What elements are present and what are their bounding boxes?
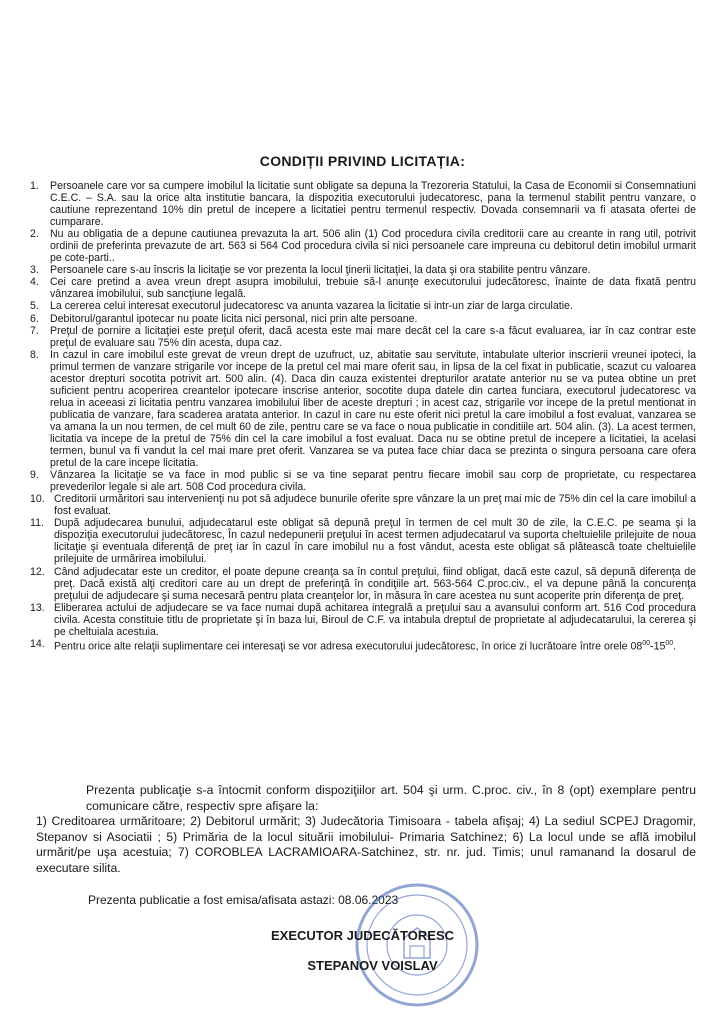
condition-text: După adjudecarea bunului, adjudecatarul este obligat să depună preţul în termen de cel mult 30 de zile, la C.E.C. pe seama şi la dispoziţia executorului judecătoresc, În cazul nedepunerii preţului în acest termen adjudecatarul va suporta cheltuielile prilejuite de noua licitaţie şi eventuala diferenţă de preţ iar în cazul în care imobilul nu a fost vândut, acesta este obligat să plătească toate cheltuielile prilejuite de urmărirea imobilului. (54, 517, 696, 566)
executor-name: STEPANOV VOISLAV (307, 958, 438, 973)
condition-text: Persoanele care vor sa cumpere imobilul la licitatie sunt obligate sa depuna la Trezoreria Statului, la Casa de Economii si Consemnatiuni C.E.C. – S.A. sau la orice alta institutie bancara, la dispozitia executorului judecatoresc, pana la termenul stabilit pentru vanzare, o cautiune reprezentand 10% din pretul de incepere a licitatiei pentru termenul respectiv. Dovada consemnarii va fi atasata ofertei de cumparare. (50, 180, 696, 229)
condition-number: 10. (30, 493, 45, 506)
condition-item (30, 180, 696, 229)
condition-item (30, 300, 696, 313)
condition-end: . (673, 640, 677, 653)
document-title: CONDIȚII PRIVIND LICITAȚIA: (259, 153, 466, 169)
condition-item (30, 264, 696, 277)
publication-intro: Prezenta publicaţie s-a întocmit conform dispoziţiilor art. 504 şi urm. C.proc. civ., în 8 (opt) exemplare pentru comunicare către, respectiv spre afişare la: (86, 783, 696, 813)
condition-number: 14. (30, 637, 45, 650)
condition-text: Creditorii urmăritori sau intervenienţi nu pot să adjudece bunurile oferite spre vânzare la un preţ mai mic de 75% din cel la care imobilul a fost evaluat. (54, 493, 696, 518)
time-separator: -15 (650, 640, 666, 653)
condition-item (30, 601, 696, 638)
condition-number: 4. (30, 276, 39, 289)
condition-item (30, 276, 696, 301)
condition-number: 6. (30, 312, 39, 325)
condition-item (30, 228, 696, 265)
condition-text: In cazul in care imobilul este grevat de vreun drept de uzufruct, uz, abitatie sau servitute, intabulate ulterior inscrierii vreunei ipoteci, la primul termen de vanzare strigarile vor incepe de la pretul cel mai mare oferit sau, in lipsa de la cel fixat in publicatie, scazut cu valoarea acestor drepturi socotita potrivit art. 500 alin. (4). Daca din cauza existentei drepturilor aratate anterior nu se va putea obtine un pret suficient pentru acoperirea creantelor ipotecare inscrise anterior, socotite dupa datele din cartea funciara, executorul judecatoresc va relua in aceeasi zi licitatia pentru vanzarea imobilului liber de aceste drepturi ; in acest caz, strigarile vor incepe de la pretul mentionat in publicatia de vanzare, fara scaderea aratata anterior. In cazul in care nu este oferit nici pretul la care imobilul a fost evaluat, vanzarea se va amana la un nou termen, de cel mult 60 de zile, pentru care se va face o noua publicatie in conditiile art. 504 alin. (3). La acest termen, licitatia va incepe de la pretul de 75% din cel la care imobilul a fost evaluat. Daca nu se obtine pretul de incepere a licitatiei, la acelasi termen, bunul va fi vandut la cel mai mare pret oferit. Vanzarea se va putea face chiar daca se prezinta o singura persoana care ofera pretul de la care incepe licitatia. (50, 348, 696, 470)
condition-text: Nu au obligatia de a depune cautiunea prevazuta la art. 506 alin (1) Cod procedura civila creditorii care au creante in rang util, potrivit ordinii de preferinta prevazute de art. 563 si 564 Cod procedura civila si nici persoanele care impreuna cu debitorul detin imobilul urmarit pe cote-parti.. (50, 228, 696, 265)
condition-text: Când adjudecatar este un creditor, el poate depune creanţa sa în contul preţului, fiind obligat, dacă este cazul, să depună diferenţa de preţ. Dacă există alţi creditori care au un drept de preferinţă în condiţiile art. 563-564 C.proc.civ., el va depune până la concurenţa preţului de adjudecare şi suma necesară pentru plata creanţelor lor, în măsura în care acestea nu sunt acoperite prin diferenţa de preţ. (54, 565, 696, 602)
condition-number: 3. (30, 264, 39, 277)
condition-text: Pentru orice alte relaţii suplimentare cei interesaţi se vor adresa executorului judecătoresc, în orice zi lucrătoare între orele 08 (54, 640, 643, 653)
executor-title: EXECUTOR JUDECĂTORESC (271, 928, 454, 943)
condition-number: 7. (30, 324, 39, 337)
publication-section (36, 783, 696, 877)
condition-number: 8. (30, 348, 39, 361)
condition-text: Vânzarea la licitaţie se va face in mod public si se va tine separat pentru fiecare imobil sau corp de proprietate, cu respectarea prevederilor legale si ale art. 508 Cod procedura civila. (50, 469, 696, 494)
condition-number: 1. (30, 180, 39, 192)
condition-number: 5. (30, 300, 39, 313)
condition-text: Debitorul/garantul ipotecar nu poate licita nici personal, nici prin alte persoane. (50, 312, 418, 325)
condition-item (30, 469, 696, 494)
condition-text: Preţul de pornire a licitaţiei este preţul oferit, dacă acesta este mai mare decât cel la care s-a făcut evaluarea, iar în caz contrar este preţul de evaluare sau 75% din acesta, dupa caz. (50, 324, 696, 349)
condition-number: 12. (30, 565, 45, 578)
official-stamp-icon (352, 880, 482, 1010)
condition-text: Eliberarea actului de adjudecare se va face numai după achitarea integrală a preţului sau a avansului conform art. 516 Cod procedura civila. Acesta constituie titlu de proprietate şi în baza lui, Biroul de C.F. va intabula dreptul de proprietate al adjudecatarului, la cererea şi pe cheltuiala acestuia. (54, 601, 696, 638)
condition-number: 2. (30, 228, 39, 241)
condition-item (30, 637, 696, 653)
condition-item (30, 312, 696, 325)
condition-number: 13. (30, 601, 45, 614)
condition-number: 9. (30, 469, 39, 482)
conditions-list (30, 180, 696, 653)
condition-text: La cererea celui interesat executorul judecatoresc va anunta vazarea la licitatie si intr-un ziar de larga circulatie. (50, 300, 573, 313)
condition-item (30, 493, 696, 518)
condition-text: Persoanele care s-au înscris la licitaţie se vor prezenta la locul ţinerii licitaţiei, la data şi ora stabilite pentru vânzare. (50, 264, 591, 277)
condition-item (30, 565, 696, 602)
condition-item (30, 324, 696, 349)
publication-recipients: 1) Creditoarea urmăritoare; 2) Debitorul urmărit; 3) Judecătoria Timisoara - tabela afişaj; 4) La sediul SCPEJ Dragomir, Stepanov si Asociatii ; 5) Primăria de la locul situării imobilului- Primaria Satchinez; 6) La locul unde se află imobilul urmărit/pe uşa acestuia; 7) COROBLEA LACRAMIOARA-Satchinez, str. nr. jud. Timis; unul ramanand la dosarul de executare silita. (36, 814, 696, 875)
condition-number: 11. (30, 517, 44, 530)
time-superscript: 00 (642, 639, 651, 647)
time-superscript: 00 (665, 639, 674, 647)
condition-item (30, 348, 696, 470)
condition-text: Cei care pretind a avea vreun drept asupra imobilului, trebuie să-l anunţe executorului judecătoresc, înainte de data fixată pentru vânzarea imobilului, sub sancţiune legală. (50, 276, 696, 301)
condition-item (30, 517, 696, 566)
issue-date-line: Prezenta publicatie a fost emisa/afisata astazi: 08.06.2023 (88, 893, 399, 907)
